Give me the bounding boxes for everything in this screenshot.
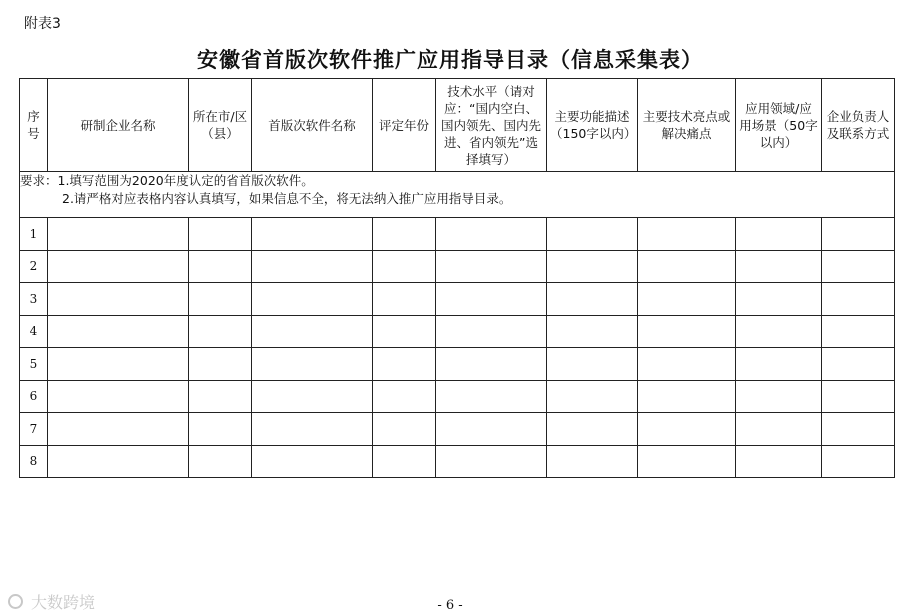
table-cell[interactable] [822,413,895,446]
table-cell[interactable] [373,250,436,283]
table-cell[interactable] [436,445,547,478]
table-cell[interactable] [252,315,373,348]
table-row [20,348,895,381]
table-cell[interactable] [189,380,252,413]
table-body [20,172,895,478]
table-cell[interactable] [638,380,736,413]
table-cell[interactable] [547,445,638,478]
table-cell[interactable] [638,250,736,283]
page-number: - 6 - [437,598,463,613]
table-cell[interactable] [822,445,895,478]
table-cell[interactable] [547,218,638,251]
table-cell[interactable] [373,445,436,478]
table-cell[interactable] [48,413,189,446]
table-cell[interactable] [736,413,822,446]
table-cell[interactable] [736,315,822,348]
table-cell[interactable] [373,348,436,381]
table-cell[interactable] [189,413,252,446]
table-cell[interactable] [638,283,736,316]
table-cell[interactable] [48,250,189,283]
row-number: 2 [20,250,48,283]
table-cell[interactable] [189,315,252,348]
table-cell[interactable] [48,348,189,381]
row-number: 6 [20,380,48,413]
col-header-tech-level: 技术水平（请对应：“国内空白、国内领先、国内先进、省内领先”选择填写） [436,79,547,172]
table-cell[interactable] [252,380,373,413]
table-header-row [20,79,895,172]
table-cell[interactable] [189,218,252,251]
table-cell[interactable] [547,283,638,316]
row-number: 1 [20,218,48,251]
table-cell[interactable] [436,315,547,348]
table-cell[interactable] [252,250,373,283]
table-cell[interactable] [48,445,189,478]
info-collection-table [19,78,895,478]
col-header-function: 主要功能描述（150字以内） [547,79,638,172]
table-cell[interactable] [822,250,895,283]
table-cell[interactable] [373,283,436,316]
table-cell[interactable] [252,413,373,446]
table-row [20,218,895,251]
col-header-company: 研制企业名称 [48,79,189,172]
col-header-highlights: 主要技术亮点或解决痛点 [638,79,736,172]
table-cell[interactable] [189,283,252,316]
table-cell[interactable] [736,218,822,251]
table-cell[interactable] [547,315,638,348]
table-row [20,315,895,348]
col-header-application: 应用领域/应用场景（50字以内） [736,79,822,172]
watermark-text: 大数跨境 [31,593,96,612]
table-cell[interactable] [736,283,822,316]
table-cell[interactable] [547,380,638,413]
table-cell[interactable] [252,445,373,478]
table-cell[interactable] [638,445,736,478]
table-row [20,380,895,413]
table-cell[interactable] [736,445,822,478]
table-cell[interactable] [48,315,189,348]
table-cell[interactable] [822,380,895,413]
row-number: 5 [20,348,48,381]
table-cell[interactable] [547,250,638,283]
table-cell[interactable] [436,283,547,316]
requirement-line-2: 2.请严格对应表格内容认真填写，如果信息不全，将无法纳入推广应用指导目录。 [62,191,512,206]
table-cell[interactable] [638,218,736,251]
col-header-software: 首版次软件名称 [252,79,373,172]
table-cell[interactable] [822,348,895,381]
table-cell[interactable] [48,218,189,251]
table-cell[interactable] [436,413,547,446]
table-cell[interactable] [252,283,373,316]
table-row [20,283,895,316]
table-cell[interactable] [48,380,189,413]
attachment-label: 附表3 [24,16,61,32]
row-number: 3 [20,283,48,316]
table-cell[interactable] [736,380,822,413]
table-cell[interactable] [547,413,638,446]
col-header-serial: 序号 [20,79,48,172]
table-cell[interactable] [373,380,436,413]
table-cell[interactable] [252,348,373,381]
table-cell[interactable] [736,348,822,381]
table-cell[interactable] [189,445,252,478]
page-title: 安徽省首版次软件推广应用指导目录（信息采集表） [197,47,703,72]
row-number: 4 [20,315,48,348]
col-header-year: 评定年份 [373,79,436,172]
table-cell[interactable] [822,218,895,251]
table-cell[interactable] [638,413,736,446]
table-cell[interactable] [189,348,252,381]
table-cell[interactable] [638,348,736,381]
table-cell[interactable] [189,250,252,283]
table-cell[interactable] [822,315,895,348]
table-cell[interactable] [436,250,547,283]
table-cell[interactable] [373,315,436,348]
table-cell[interactable] [436,348,547,381]
table-cell[interactable] [638,315,736,348]
row-number: 7 [20,413,48,446]
table-row [20,413,895,446]
table-cell[interactable] [547,348,638,381]
table-row [20,250,895,283]
table-cell[interactable] [436,218,547,251]
row-number: 8 [20,445,48,478]
table-cell[interactable] [736,250,822,283]
table-cell[interactable] [48,283,189,316]
requirements-cell [20,172,895,218]
table-cell[interactable] [373,218,436,251]
table-cell[interactable] [373,413,436,446]
requirements-row [20,172,895,218]
table-cell[interactable] [436,380,547,413]
table-cell[interactable] [252,218,373,251]
col-header-contact: 企业负责人及联系方式 [822,79,895,172]
col-header-city: 所在市/区（县） [189,79,252,172]
requirement-line-1: 要求：1.填写范围为2020年度认定的省首版次软件。 [20,173,314,188]
table-cell[interactable] [822,283,895,316]
table-row [20,445,895,478]
